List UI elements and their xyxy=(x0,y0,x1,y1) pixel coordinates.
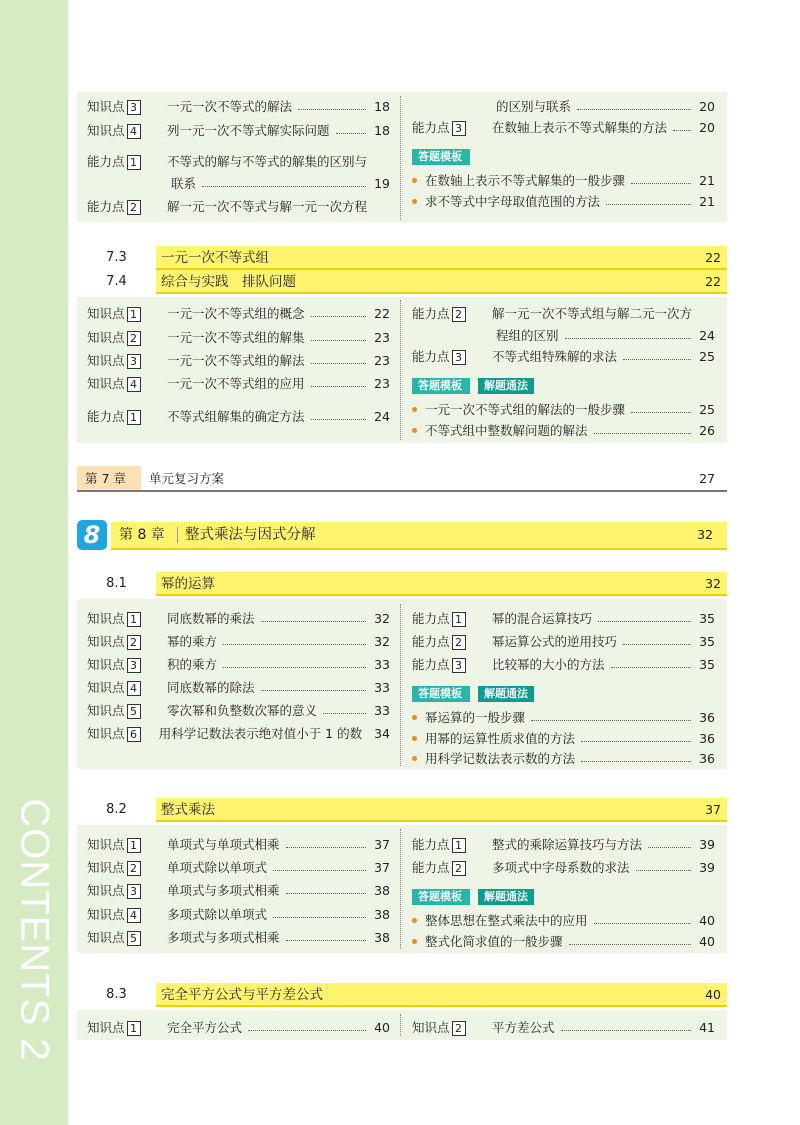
dot-leader xyxy=(611,667,691,668)
method-item[interactable] xyxy=(412,911,715,929)
toc-entry[interactable] xyxy=(412,858,715,876)
entry-number-box: 2 xyxy=(127,331,141,346)
toc-entry[interactable] xyxy=(412,632,715,650)
entry-title: 一元一次不等式组的概念 xyxy=(167,306,305,321)
entry-title: 同底数幂的乘法 xyxy=(167,611,255,626)
section-page: 32 xyxy=(705,576,721,591)
answer-template-badge: 答题模板 xyxy=(412,686,470,702)
dot-leader xyxy=(631,183,691,184)
chapter-8-icon: 8 xyxy=(77,520,107,550)
toc-entry[interactable] xyxy=(87,97,390,115)
toc-entry[interactable] xyxy=(412,609,715,627)
section-number: 8.2 xyxy=(106,802,127,817)
entry-page: 41 xyxy=(699,1019,715,1035)
section-number: 7.4 xyxy=(106,274,127,289)
section-8-2[interactable] xyxy=(77,798,727,822)
toc-entry[interactable] xyxy=(87,881,390,899)
entry-number-box: 1 xyxy=(127,410,141,425)
entry-page: 20 xyxy=(699,98,715,114)
toc-entry[interactable] xyxy=(87,304,390,322)
bullet-icon xyxy=(412,178,417,183)
entry-title: 多项式除以单项式 xyxy=(167,907,268,922)
section-page: 37 xyxy=(705,802,721,817)
toc-entry[interactable] xyxy=(87,407,390,425)
section-number: 7.3 xyxy=(106,250,127,265)
bullet-icon xyxy=(412,756,417,761)
method-item[interactable] xyxy=(412,749,715,767)
chapter-title: 整式乘法与因式分解 xyxy=(185,527,316,543)
toc-entry[interactable] xyxy=(87,121,390,139)
entry-title: 解一元一次不等式与解一元一次方程 xyxy=(167,199,368,214)
dot-leader xyxy=(531,720,691,721)
entry-title: 多项式与多项式相乘 xyxy=(167,930,280,945)
section-number: 8.1 xyxy=(106,576,127,591)
entry-page: 36 xyxy=(699,730,715,746)
chapter-8-header[interactable] xyxy=(77,520,727,550)
toc-entry[interactable] xyxy=(87,928,390,946)
entry-title: 多项式中字母系数的求法 xyxy=(492,860,630,875)
entry-tag: 知识点 1 xyxy=(87,609,151,627)
toc-entry[interactable] xyxy=(87,835,390,853)
entry-tag: 知识点 5 xyxy=(87,701,151,719)
entry-page: 24 xyxy=(374,408,390,424)
entry-title: 一元一次不等式组的解法 xyxy=(167,353,305,368)
entry-page: 23 xyxy=(374,352,390,368)
entry-tag: 能力点 2 xyxy=(412,632,476,650)
entry-number-box: 3 xyxy=(127,884,141,899)
chapter-page: 27 xyxy=(699,471,715,486)
entry-page: 22 xyxy=(374,305,390,321)
entry-title: 单项式与单项式相乘 xyxy=(167,837,280,852)
entry-number-box: 1 xyxy=(452,612,466,627)
bullet-icon xyxy=(412,939,417,944)
toc-entry[interactable] xyxy=(87,655,390,673)
entry-title: 不等式的解与不等式的解集的区别与 xyxy=(167,154,368,169)
dot-leader xyxy=(623,644,691,645)
toc-entry-continued[interactable] xyxy=(87,174,390,192)
toc-entry[interactable] xyxy=(412,347,715,365)
entry-page: 34 xyxy=(374,725,390,741)
entry-number-box: 1 xyxy=(127,307,141,322)
toc-entry[interactable] xyxy=(87,678,390,696)
dot-leader xyxy=(561,1030,691,1031)
dot-leader xyxy=(606,204,691,205)
entry-tag: 知识点 1 xyxy=(87,304,151,322)
dot-leader xyxy=(636,870,691,871)
entry-page: 25 xyxy=(699,401,715,417)
entry-tag: 知识点 2 xyxy=(87,858,151,876)
toc-entry[interactable] xyxy=(87,1018,390,1036)
entry-number-box: 4 xyxy=(127,908,141,923)
entry-tag: 能力点 1 xyxy=(412,609,476,627)
entry-page: 33 xyxy=(374,656,390,672)
entry-title: 单项式与多项式相乘 xyxy=(167,883,280,898)
entry-number-box: 2 xyxy=(127,861,141,876)
entry-tag: 能力点 1 xyxy=(87,152,151,170)
sidebar xyxy=(0,0,68,1125)
entry-title: 整式化简求值的一般步骤 xyxy=(425,934,563,949)
entry-page: 21 xyxy=(699,193,715,209)
chapter-title: 单元复习方案 xyxy=(149,471,225,486)
method-item[interactable] xyxy=(412,400,715,418)
entry-tag: 知识点 2 xyxy=(412,1018,476,1036)
entry-page: 23 xyxy=(374,329,390,345)
entry-title: 一元一次不等式的解法 xyxy=(167,99,293,114)
entry-title: 积的乘方 xyxy=(167,657,218,672)
entry-number-box: 3 xyxy=(127,354,141,369)
bullet-icon xyxy=(412,715,417,720)
entry-title: 用科学记数法表示数的方法 xyxy=(425,751,576,766)
entry-page: 33 xyxy=(374,679,390,695)
dot-leader xyxy=(311,363,366,364)
entry-page: 39 xyxy=(699,859,715,875)
dot-leader xyxy=(311,419,366,420)
entry-tag: 知识点 6 xyxy=(87,724,143,742)
entry-tag: 知识点 3 xyxy=(87,351,151,369)
entry-page: 36 xyxy=(699,750,715,766)
answer-template-badge: 答题模板 xyxy=(412,378,470,394)
section-8-1[interactable] xyxy=(77,572,727,596)
general-method-badge: 解题通法 xyxy=(478,889,534,905)
chapter-7-review[interactable] xyxy=(77,466,727,492)
toc-entry[interactable] xyxy=(87,351,390,369)
entry-number-box: 2 xyxy=(127,200,141,215)
dot-leader xyxy=(286,893,366,894)
entry-title: 同底数幂的除法 xyxy=(167,680,255,695)
entry-tag: 知识点 2 xyxy=(87,328,151,346)
dot-leader xyxy=(248,1030,366,1031)
section-title: 幂的运算 xyxy=(161,576,215,592)
entry-number-box: 2 xyxy=(127,635,141,650)
dot-leader xyxy=(336,133,366,134)
entry-page: 36 xyxy=(699,709,715,725)
entry-page: 39 xyxy=(699,836,715,852)
entry-tag: 知识点 1 xyxy=(87,1018,151,1036)
entry-page: 26 xyxy=(699,422,715,438)
column-divider xyxy=(400,300,401,440)
dot-leader xyxy=(311,316,366,317)
dot-leader xyxy=(565,338,691,339)
entry-tag: 能力点 3 xyxy=(412,347,476,365)
dot-leader xyxy=(648,847,691,848)
toc-entry[interactable] xyxy=(412,118,715,136)
entry-number-box: 3 xyxy=(127,100,141,115)
bullet-icon xyxy=(412,918,417,923)
entry-tag: 能力点 2 xyxy=(412,304,476,322)
dot-leader xyxy=(286,847,366,848)
entry-number-box: 3 xyxy=(452,121,466,136)
entry-page: 24 xyxy=(699,327,715,343)
method-item[interactable] xyxy=(412,729,715,747)
method-item[interactable] xyxy=(412,171,715,189)
entry-page: 40 xyxy=(374,1019,390,1035)
dot-leader xyxy=(261,621,366,622)
section-title: 一元一次不等式组 xyxy=(161,250,269,266)
entry-number-box: 2 xyxy=(452,1021,466,1036)
method-item[interactable] xyxy=(412,932,715,950)
entry-number-box: 1 xyxy=(127,612,141,627)
entry-page: 40 xyxy=(699,933,715,949)
entry-title: 求不等式中字母取值范围的方法 xyxy=(425,194,601,209)
toc-entry[interactable] xyxy=(412,1018,715,1036)
entry-number-box: 4 xyxy=(127,124,141,139)
answer-template-badge: 答题模板 xyxy=(412,889,470,905)
entry-page: 21 xyxy=(699,172,715,188)
section-page: 22 xyxy=(705,250,721,265)
entry-title: 平方差公式 xyxy=(492,1020,555,1035)
entry-page: 19 xyxy=(374,175,390,191)
section-8-3[interactable] xyxy=(77,983,727,1007)
entry-title: 列一元一次不等式解实际问题 xyxy=(167,123,330,138)
entry-title: 解一元一次不等式组与解二元一次方 xyxy=(492,306,693,321)
bullet-icon xyxy=(412,428,417,433)
toc-entry[interactable] xyxy=(87,905,390,923)
dot-leader xyxy=(273,917,366,918)
dot-leader xyxy=(323,713,366,714)
entry-title: 幂的乘方 xyxy=(167,634,218,649)
entry-page: 35 xyxy=(699,610,715,626)
entry-page: 37 xyxy=(374,859,390,875)
chapter-label: 第 7 章 xyxy=(77,466,141,492)
method-item[interactable] xyxy=(412,708,715,726)
toc-entry[interactable] xyxy=(412,655,715,673)
entry-tag: 能力点 2 xyxy=(87,197,151,215)
entry-title: 幂运算公式的逆用技巧 xyxy=(492,634,618,649)
column-divider xyxy=(400,96,401,220)
section-page: 22 xyxy=(705,274,721,289)
entry-number-box: 5 xyxy=(127,704,141,719)
chapter-label: 第 8 章 xyxy=(119,527,165,543)
entry-number-box: 4 xyxy=(127,377,141,392)
entry-tag: 能力点 1 xyxy=(87,407,151,425)
entry-number-box: 1 xyxy=(127,155,141,170)
entry-title: 不等式组解集的确定方法 xyxy=(167,409,305,424)
entry-tag: 知识点 4 xyxy=(87,678,151,696)
toc-entry[interactable] xyxy=(87,197,390,215)
method-item[interactable] xyxy=(412,421,715,439)
entry-title: 在数轴上表示不等式解集的一般步骤 xyxy=(425,173,626,188)
entry-number-box: 5 xyxy=(127,931,141,946)
dot-leader xyxy=(569,944,691,945)
entry-title: 联系 xyxy=(171,176,197,191)
entry-tag: 知识点 3 xyxy=(87,881,151,899)
entry-title: 用幂的运算性质求值的方法 xyxy=(425,731,576,746)
entry-number-box: 1 xyxy=(452,838,466,853)
entry-title: 单项式除以单项式 xyxy=(167,860,268,875)
dot-leader xyxy=(594,923,691,924)
entry-page: 20 xyxy=(699,119,715,135)
answer-template-badge: 答题模板 xyxy=(412,149,470,165)
dot-leader xyxy=(623,359,691,360)
entry-number-box: 3 xyxy=(452,350,466,365)
entry-title: 在数轴上表示不等式解集的方法 xyxy=(492,120,668,135)
entry-tag: 能力点 3 xyxy=(412,118,476,136)
general-method-badge: 解题通法 xyxy=(478,686,534,702)
entry-title: 幂的混合运算技巧 xyxy=(492,611,593,626)
chapter-page: 32 xyxy=(697,527,713,542)
entry-page: 38 xyxy=(374,882,390,898)
entry-title: 的区别与联系 xyxy=(496,99,572,114)
section-7-4[interactable] xyxy=(77,270,727,294)
toc-entry[interactable] xyxy=(87,701,390,719)
toc-entry[interactable] xyxy=(87,152,390,170)
toc-entry[interactable] xyxy=(87,632,390,650)
dot-leader xyxy=(594,433,691,434)
entry-page: 38 xyxy=(374,906,390,922)
section-title: 整式乘法 xyxy=(161,802,215,818)
entry-tag: 知识点 3 xyxy=(87,655,151,673)
entry-number-box: 2 xyxy=(452,861,466,876)
entry-page: 35 xyxy=(699,633,715,649)
entry-page: 33 xyxy=(374,702,390,718)
entry-title: 程组的区别 xyxy=(496,328,559,343)
bullet-icon xyxy=(412,736,417,741)
entry-number-box: 1 xyxy=(127,838,141,853)
entry-tag: 知识点 3 xyxy=(87,97,151,115)
entry-tag: 知识点 5 xyxy=(87,928,151,946)
dot-leader xyxy=(598,621,691,622)
general-method-badge: 解题通法 xyxy=(478,378,534,394)
dot-leader xyxy=(673,130,691,131)
entry-number-box: 3 xyxy=(127,658,141,673)
section-7-3[interactable] xyxy=(77,246,727,270)
entry-title: 一元一次不等式组的解集 xyxy=(167,330,305,345)
section-title: 综合与实践 排队问题 xyxy=(161,274,296,290)
dot-leader xyxy=(223,644,366,645)
entry-page: 35 xyxy=(699,656,715,672)
toc-entry[interactable] xyxy=(412,304,715,322)
toc-entry-continued[interactable] xyxy=(412,326,715,344)
method-item[interactable] xyxy=(412,192,715,210)
entry-tag: 知识点 4 xyxy=(87,374,151,392)
entry-page: 40 xyxy=(699,912,715,928)
dot-leader xyxy=(298,109,366,110)
entry-title: 零次幂和负整数次幂的意义 xyxy=(167,703,318,718)
dot-leader xyxy=(202,186,366,187)
entry-page: 37 xyxy=(374,836,390,852)
entry-tag: 知识点 2 xyxy=(87,632,151,650)
dot-leader xyxy=(311,340,366,341)
dot-leader xyxy=(577,109,691,110)
entry-page: 32 xyxy=(374,610,390,626)
entry-title: 不等式组中整数解问题的解法 xyxy=(425,423,588,438)
entry-page: 32 xyxy=(374,633,390,649)
entry-page: 18 xyxy=(374,98,390,114)
entry-page: 18 xyxy=(374,122,390,138)
bullet-icon xyxy=(412,407,417,412)
entry-page: 38 xyxy=(374,929,390,945)
dot-leader xyxy=(223,667,366,668)
entry-title: 整体思想在整式乘法中的应用 xyxy=(425,913,588,928)
entry-number-box: 6 xyxy=(127,727,141,742)
entry-number-box: 4 xyxy=(127,681,141,696)
column-divider xyxy=(400,604,401,766)
toc-entry[interactable] xyxy=(412,835,715,853)
section-title: 完全平方公式与平方差公式 xyxy=(161,987,323,1003)
entry-tag: 能力点 2 xyxy=(412,858,476,876)
dot-leader xyxy=(311,386,366,387)
entry-page: 25 xyxy=(699,348,715,364)
entry-tag: 能力点 1 xyxy=(412,835,476,853)
entry-title: 不等式组特殊解的求法 xyxy=(492,349,618,364)
toc-entry[interactable] xyxy=(412,97,715,115)
entry-title: 一元一次不等式组的解法的一般步骤 xyxy=(425,402,626,417)
toc-entry[interactable] xyxy=(87,328,390,346)
bullet-icon xyxy=(412,199,417,204)
entry-title: 整式的乘除运算技巧与方法 xyxy=(492,837,643,852)
entry-tag: 知识点 4 xyxy=(87,121,151,139)
toc-entry[interactable] xyxy=(87,858,390,876)
entry-tag: 知识点 4 xyxy=(87,905,151,923)
column-divider xyxy=(400,829,401,949)
toc-entry[interactable] xyxy=(87,609,390,627)
entry-number-box: 2 xyxy=(452,635,466,650)
toc-entry[interactable] xyxy=(87,724,390,742)
dot-leader xyxy=(286,940,366,941)
entry-tag: 能力点 3 xyxy=(412,655,476,673)
entry-title: 一元一次不等式组的应用 xyxy=(167,376,305,391)
dot-leader xyxy=(261,690,366,691)
toc-entry[interactable] xyxy=(87,374,390,392)
entry-title: 幂运算的一般步骤 xyxy=(425,710,526,725)
section-page: 40 xyxy=(705,987,721,1002)
dot-leader xyxy=(631,412,691,413)
dot-leader xyxy=(581,761,691,762)
entry-title: 用科学记数法表示绝对值小于 1 的数 xyxy=(158,726,363,741)
entry-page: 23 xyxy=(374,375,390,391)
section-number: 8.3 xyxy=(106,987,127,1002)
entry-number-box: 3 xyxy=(452,658,466,673)
dot-leader xyxy=(273,870,366,871)
entry-title: 完全平方公式 xyxy=(167,1020,243,1035)
entry-tag: 知识点 1 xyxy=(87,835,151,853)
column-divider xyxy=(400,1014,401,1036)
entry-number-box: 2 xyxy=(452,307,466,322)
dot-leader xyxy=(581,741,691,742)
entry-title: 比较幂的大小的方法 xyxy=(492,657,605,672)
contents-label: CONTENTS 2 xyxy=(12,798,57,1062)
entry-number-box: 1 xyxy=(127,1021,141,1036)
